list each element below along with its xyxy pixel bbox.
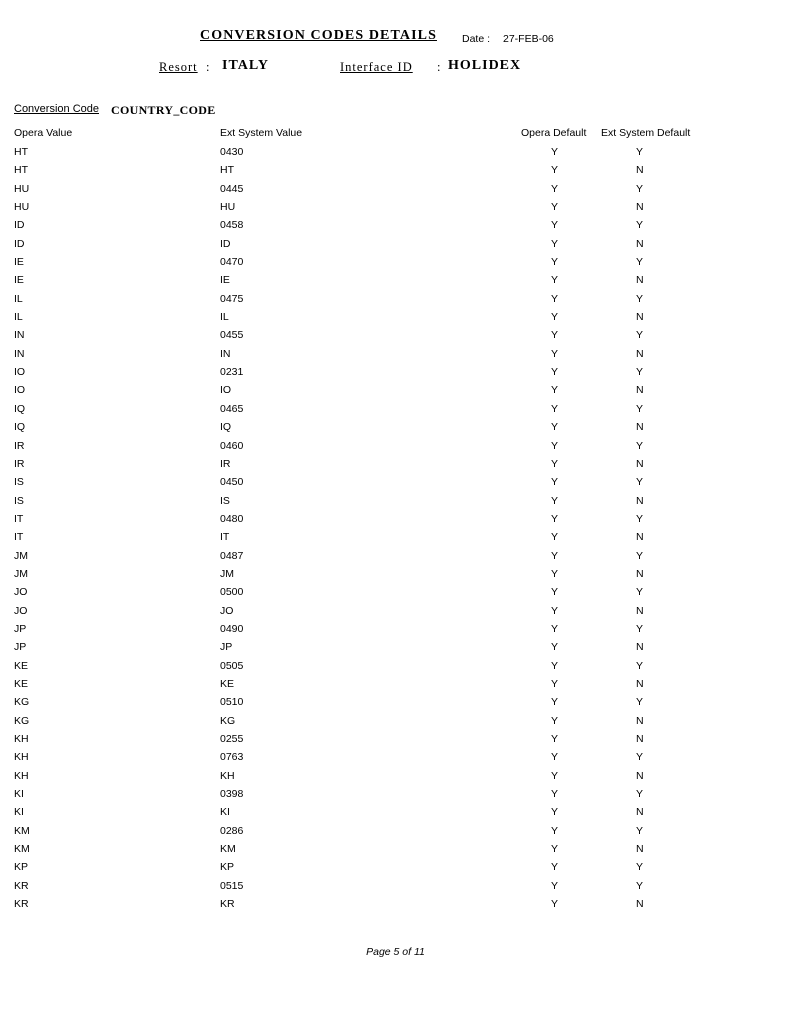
table-row xyxy=(0,843,791,861)
table-row xyxy=(0,513,791,531)
cell-opera-value: KR xyxy=(14,879,29,892)
cell-opera-default: Y xyxy=(551,788,559,801)
cell-ext-system-default: N xyxy=(636,494,644,507)
cell-ext-system-default: N xyxy=(636,677,644,690)
table-row xyxy=(0,568,791,586)
cell-opera-default: Y xyxy=(551,201,559,214)
cell-opera-value: KH xyxy=(14,769,29,782)
cell-ext-system-value: 0445 xyxy=(220,182,244,195)
table-row xyxy=(0,366,791,384)
cell-opera-value: HT xyxy=(14,146,28,158)
column-header-opera-default: Opera Default xyxy=(521,127,587,139)
table-row xyxy=(0,880,791,898)
cell-opera-default: Y xyxy=(551,879,559,892)
cell-ext-system-value: 0458 xyxy=(220,219,244,232)
cell-ext-system-default: Y xyxy=(636,879,644,892)
page-footer: Page 5 of 11 xyxy=(366,946,425,958)
table-header-row xyxy=(0,127,791,145)
table-row xyxy=(0,256,791,274)
cell-opera-default: Y xyxy=(551,824,559,837)
cell-ext-system-default: N xyxy=(636,457,644,470)
cell-opera-default: Y xyxy=(551,604,559,617)
cell-opera-value: IT xyxy=(14,512,24,525)
cell-ext-system-value: 0487 xyxy=(220,549,244,562)
resort-value: ITALY xyxy=(222,58,270,73)
date-value: 27-FEB-06 xyxy=(503,33,554,45)
cell-ext-system-value: ID xyxy=(220,237,231,250)
column-header-opera-value: Opera Value xyxy=(14,127,73,139)
cell-opera-default: Y xyxy=(551,347,559,360)
cell-opera-value: IN xyxy=(14,347,25,360)
table-row xyxy=(0,311,791,329)
cell-ext-system-default: N xyxy=(636,898,644,911)
cell-opera-value: JO xyxy=(14,604,28,617)
cell-opera-value: JP xyxy=(14,622,27,635)
cell-opera-value: IE xyxy=(14,274,24,287)
cell-opera-default: Y xyxy=(551,146,559,158)
cell-opera-default: Y xyxy=(551,219,559,232)
cell-opera-value: IE xyxy=(14,256,24,269)
cell-opera-value: KH xyxy=(14,733,29,745)
resort-label: Resort xyxy=(159,60,198,74)
table-row xyxy=(0,751,791,769)
cell-opera-default: Y xyxy=(551,182,559,195)
table-row xyxy=(0,605,791,623)
cell-opera-default: Y xyxy=(551,366,559,379)
table-row xyxy=(0,660,791,678)
cell-ext-system-value: KH xyxy=(220,769,235,782)
cell-opera-default: Y xyxy=(551,751,559,764)
cell-ext-system-value: JP xyxy=(220,641,233,654)
cell-opera-value: KM xyxy=(14,843,30,856)
table-row xyxy=(0,384,791,402)
cell-ext-system-default: N xyxy=(636,201,644,214)
cell-opera-default: Y xyxy=(551,237,559,250)
cell-opera-value: IQ xyxy=(14,402,26,415)
table-row xyxy=(0,825,791,843)
cell-opera-default: Y xyxy=(551,733,559,745)
cell-opera-default: Y xyxy=(551,622,559,635)
cell-ext-system-value: IQ xyxy=(220,421,232,434)
interface-id-separator: : xyxy=(437,60,441,74)
cell-opera-default: Y xyxy=(551,164,559,177)
conversion-code-value: COUNTRY_CODE xyxy=(111,103,216,117)
cell-ext-system-value: 0465 xyxy=(220,402,244,415)
cell-opera-default: Y xyxy=(551,641,559,654)
cell-ext-system-value: 0398 xyxy=(220,788,244,801)
table-row xyxy=(0,531,791,549)
cell-ext-system-value: KI xyxy=(220,806,230,819)
cell-ext-system-value: 0470 xyxy=(220,256,244,269)
interface-id-label: Interface ID xyxy=(340,60,413,74)
cell-ext-system-value: 0450 xyxy=(220,476,244,489)
cell-ext-system-default: Y xyxy=(636,182,644,195)
cell-ext-system-value: IO xyxy=(220,384,232,397)
document-subheader xyxy=(0,58,791,80)
cell-ext-system-default: N xyxy=(636,604,644,617)
cell-ext-system-default: N xyxy=(636,164,644,177)
cell-opera-default: Y xyxy=(551,402,559,415)
cell-ext-system-default: Y xyxy=(636,622,644,635)
table-row xyxy=(0,403,791,421)
table-body xyxy=(0,146,791,916)
conversion-code-label: Conversion Code xyxy=(14,103,99,115)
cell-opera-value: JO xyxy=(14,586,28,599)
cell-ext-system-value: IL xyxy=(220,311,229,324)
cell-ext-system-value: IT xyxy=(220,531,230,544)
cell-opera-value: KI xyxy=(14,788,24,801)
table-row xyxy=(0,861,791,879)
table-row xyxy=(0,641,791,659)
cell-ext-system-default: N xyxy=(636,311,644,324)
cell-ext-system-value: HT xyxy=(220,164,234,177)
cell-ext-system-value: KE xyxy=(220,677,235,690)
cell-opera-value: IR xyxy=(14,457,25,470)
cell-ext-system-default: Y xyxy=(636,402,644,415)
cell-opera-value: IO xyxy=(14,384,26,397)
cell-ext-system-value: 0515 xyxy=(220,879,244,892)
cell-opera-default: Y xyxy=(551,274,559,287)
cell-ext-system-default: Y xyxy=(636,788,644,801)
cell-ext-system-default: Y xyxy=(636,366,644,379)
cell-ext-system-default: N xyxy=(636,531,644,544)
cell-ext-system-value: 0455 xyxy=(220,329,244,342)
cell-ext-system-default: Y xyxy=(636,861,644,874)
table-row xyxy=(0,421,791,439)
cell-ext-system-default: N xyxy=(636,421,644,434)
cell-ext-system-value: 0490 xyxy=(220,622,244,635)
cell-opera-value: KE xyxy=(14,659,29,672)
cell-opera-value: IO xyxy=(14,366,26,379)
cell-ext-system-value: JO xyxy=(220,604,234,617)
cell-ext-system-default: Y xyxy=(636,512,644,525)
cell-opera-default: Y xyxy=(551,567,559,580)
cell-ext-system-value: IE xyxy=(220,274,230,287)
cell-opera-value: HU xyxy=(14,201,30,214)
cell-ext-system-default: Y xyxy=(636,751,644,764)
cell-ext-system-value: IR xyxy=(220,457,231,470)
cell-ext-system-default: Y xyxy=(636,586,644,599)
cell-opera-value: IN xyxy=(14,329,25,342)
cell-opera-value: KM xyxy=(14,824,30,837)
table-row xyxy=(0,219,791,237)
cell-opera-value: KG xyxy=(14,714,30,727)
table-row xyxy=(0,770,791,788)
cell-ext-system-value: 0505 xyxy=(220,659,244,672)
table-row xyxy=(0,788,791,806)
cell-opera-value: KP xyxy=(14,861,29,874)
table-row xyxy=(0,329,791,347)
cell-ext-system-default: Y xyxy=(636,659,644,672)
cell-opera-default: Y xyxy=(551,384,559,397)
cell-opera-default: Y xyxy=(551,806,559,819)
table-row xyxy=(0,586,791,604)
cell-ext-system-value: IS xyxy=(220,494,230,507)
cell-ext-system-default: N xyxy=(636,274,644,287)
table-row xyxy=(0,293,791,311)
cell-opera-value: IR xyxy=(14,439,25,452)
date-label: Date : xyxy=(462,33,491,45)
cell-ext-system-default: Y xyxy=(636,439,644,452)
cell-ext-system-value: KR xyxy=(220,898,235,911)
cell-opera-default: Y xyxy=(551,494,559,507)
conversion-codes-table xyxy=(0,127,791,916)
table-row xyxy=(0,715,791,733)
document-header xyxy=(0,28,791,52)
cell-ext-system-default: Y xyxy=(636,696,644,709)
resort-separator: : xyxy=(206,60,210,74)
table-row xyxy=(0,495,791,513)
cell-opera-default: Y xyxy=(551,714,559,727)
cell-opera-value: HU xyxy=(14,182,30,195)
cell-ext-system-value: 0510 xyxy=(220,696,244,709)
table-row xyxy=(0,458,791,476)
cell-opera-default: Y xyxy=(551,696,559,709)
cell-opera-value: KG xyxy=(14,696,30,709)
cell-opera-default: Y xyxy=(551,476,559,489)
cell-ext-system-default: Y xyxy=(636,146,644,158)
cell-opera-default: Y xyxy=(551,861,559,874)
table-row xyxy=(0,623,791,641)
cell-ext-system-default: Y xyxy=(636,219,644,232)
cell-ext-system-value: KG xyxy=(220,714,236,727)
cell-ext-system-default: Y xyxy=(636,256,644,269)
cell-opera-value: JM xyxy=(14,567,28,580)
cell-opera-value: IT xyxy=(14,531,24,544)
cell-ext-system-default: Y xyxy=(636,549,644,562)
cell-opera-default: Y xyxy=(551,256,559,269)
cell-opera-value: HT xyxy=(14,164,28,177)
table-row xyxy=(0,678,791,696)
cell-opera-default: Y xyxy=(551,843,559,856)
cell-ext-system-value: 0475 xyxy=(220,292,244,305)
cell-opera-default: Y xyxy=(551,311,559,324)
column-header-ext-system-value: Ext System Value xyxy=(220,127,303,139)
cell-opera-default: Y xyxy=(551,512,559,525)
cell-ext-system-value: 0500 xyxy=(220,586,244,599)
column-header-ext-system-default: Ext System Default xyxy=(601,127,691,139)
cell-ext-system-value: KP xyxy=(220,861,235,874)
table-row xyxy=(0,898,791,916)
cell-opera-default: Y xyxy=(551,677,559,690)
table-row xyxy=(0,696,791,714)
cell-ext-system-value: IN xyxy=(220,347,231,360)
cell-ext-system-default: N xyxy=(636,769,644,782)
table-row xyxy=(0,733,791,751)
table-row xyxy=(0,274,791,292)
cell-opera-value: KH xyxy=(14,751,29,764)
table-row xyxy=(0,238,791,256)
cell-opera-default: Y xyxy=(551,769,559,782)
cell-opera-default: Y xyxy=(551,531,559,544)
cell-opera-default: Y xyxy=(551,898,559,911)
cell-ext-system-value: JM xyxy=(220,567,234,580)
cell-opera-value: IS xyxy=(14,494,24,507)
cell-opera-value: KE xyxy=(14,677,29,690)
cell-opera-default: Y xyxy=(551,329,559,342)
cell-ext-system-default: Y xyxy=(636,476,644,489)
page-title: CONVERSION CODES DETAILS xyxy=(200,28,437,43)
interface-id-value: HOLIDEX xyxy=(448,58,522,73)
table-row xyxy=(0,146,791,164)
table-row xyxy=(0,164,791,182)
cell-opera-default: Y xyxy=(551,586,559,599)
cell-ext-system-default: N xyxy=(636,641,644,654)
cell-opera-value: IQ xyxy=(14,421,26,434)
cell-opera-value: ID xyxy=(14,219,25,232)
table-row xyxy=(0,201,791,219)
cell-opera-default: Y xyxy=(551,457,559,470)
cell-ext-system-value: KM xyxy=(220,843,236,856)
cell-opera-value: KR xyxy=(14,898,29,911)
cell-ext-system-value: HU xyxy=(220,201,236,214)
cell-opera-value: IL xyxy=(14,311,23,324)
cell-ext-system-default: Y xyxy=(636,329,644,342)
table-row xyxy=(0,440,791,458)
cell-ext-system-default: N xyxy=(636,714,644,727)
cell-ext-system-default: N xyxy=(636,567,644,580)
cell-ext-system-value: 0255 xyxy=(220,733,244,745)
conversion-code-row xyxy=(0,103,791,119)
table-row xyxy=(0,183,791,201)
cell-opera-default: Y xyxy=(551,421,559,434)
cell-ext-system-default: Y xyxy=(636,292,644,305)
cell-opera-value: JM xyxy=(14,549,28,562)
cell-opera-default: Y xyxy=(551,439,559,452)
cell-ext-system-value: 0460 xyxy=(220,439,244,452)
cell-opera-default: Y xyxy=(551,549,559,562)
cell-ext-system-value: 0480 xyxy=(220,512,244,525)
cell-ext-system-value: 0430 xyxy=(220,146,244,158)
cell-ext-system-value: 0763 xyxy=(220,751,244,764)
cell-ext-system-default: N xyxy=(636,347,644,360)
table-row xyxy=(0,348,791,366)
cell-ext-system-default: N xyxy=(636,806,644,819)
cell-ext-system-value: 0231 xyxy=(220,366,244,379)
cell-ext-system-default: N xyxy=(636,843,644,856)
cell-opera-value: JP xyxy=(14,641,27,654)
cell-ext-system-value: 0286 xyxy=(220,824,244,837)
cell-ext-system-default: N xyxy=(636,237,644,250)
table-row xyxy=(0,476,791,494)
cell-opera-value: ID xyxy=(14,237,25,250)
cell-ext-system-default: Y xyxy=(636,824,644,837)
cell-opera-default: Y xyxy=(551,292,559,305)
cell-ext-system-default: N xyxy=(636,733,644,745)
table-row xyxy=(0,806,791,824)
cell-opera-default: Y xyxy=(551,659,559,672)
cell-opera-value: KI xyxy=(14,806,24,819)
cell-ext-system-default: N xyxy=(636,384,644,397)
table-row xyxy=(0,550,791,568)
cell-opera-value: IS xyxy=(14,476,24,489)
cell-opera-value: IL xyxy=(14,292,23,305)
